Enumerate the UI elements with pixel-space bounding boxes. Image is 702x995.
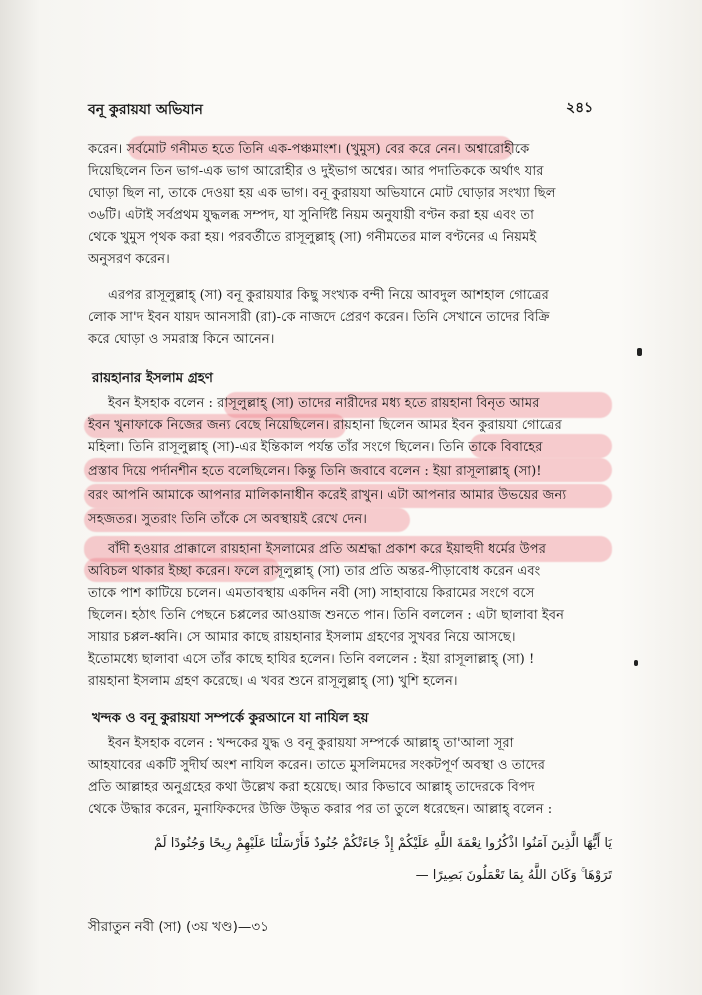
text-line: ঘোড়া ছিল না, তাকে দেওয়া হয় এক ভাগ। বনূ কুরায়যা অভিযানে মোট ঘোড়ার সংখ্যা ছিল xyxy=(88,186,556,201)
text-line: করে ঘোড়া ও সমরাস্ত্র কিনে আনেন। xyxy=(88,332,275,347)
scan-speck xyxy=(637,348,642,356)
section-heading: খন্দক ও বনূ কুরায়যা সম্পর্কে কুরআনে যা নাযিল হয় xyxy=(92,711,369,726)
text-line: ইবন ইসহাক বলেন : রাসূলুল্লাহ্ (সা) তাদের নারীদের মধ্য হতে রায়হানা বিনৃত আমর xyxy=(108,396,540,411)
text-line: সায়ার চপ্পল-ধ্বনি। সে আমার কাছে রায়হানার ইসলাম গ্রহণের সুখবর নিয়ে আসছে। xyxy=(88,630,516,645)
section-heading: রায়হানার ইসলাম গ্রহণ xyxy=(92,371,213,386)
text-line: তাকে পাশ কাটিয়ে চলেন। এমতাবস্থায় একদিন নবী (সা) সাহাবায়ে কিরামের সংগে বসে xyxy=(88,586,535,601)
running-header-title: বনূ কুরায়যা অভিযান xyxy=(88,102,203,118)
text-line: ইবন ইসহাক বলেন : খন্দকের যুদ্ধ ও বনূ কুরায়যা সম্পর্কে আল্লাহ্ তা'আলা সূরা xyxy=(108,736,514,751)
text-line: থেকে খুমুস পৃথক করা হয়। পরবর্তীতে রাসূলুল্লাহ্ (সা) গনীমতের মাল বণ্টনের এ নিয়মই xyxy=(88,230,537,245)
scan-speck xyxy=(634,660,638,666)
arabic-line: يَا أَيُّهَا الَّذِينَ آمَنُوا اذْكُرُوا نِعْمَةَ اللَّهِ عَلَيْكُمْ إِذْ جَاءَتْكُمْ جُنُودٌ فَأَرْسَلْنَا عَلَيْهِمْ رِيحًا وَجُنُودًا لَمْ xyxy=(154,836,612,851)
text-line: এরপর রাসূলুল্লাহ্ (সা) বনূ কুরায়যার কিছু সংখ্যক বন্দী নিয়ে আবদুল আশহাল গোত্রের xyxy=(108,288,549,303)
arabic-line: تَرَوْهَا ۚ وَكَانَ اللَّهُ بِمَا تَعْمَلُونَ بَصِيرًا — xyxy=(415,868,612,883)
text-line: ছিলেন। হঠাৎ তিনি পেছনে চপ্পলের আওয়াজ শুনতে পান। তিনি বললেন : এটা ছালাবা ইবন xyxy=(88,608,564,623)
text-line: করেন। সর্বমোট গনীমত হতে তিনি এক-পঞ্চমাংশ। (খুমুস) বের করে নেন। অশ্বারোহীকে xyxy=(88,142,530,157)
text-line: ৩৬টি। এটাই সর্বপ্রথম যুদ্ধলব্ধ সম্পদ, যা সুনির্দিষ্ট নিয়ম অনুযায়ী বণ্টন করা হয় এবং তা xyxy=(88,208,534,223)
text-line: মহিলা। তিনি রাসূলুল্লাহ্ (সা)-এর ইন্তিকাল পর্যন্ত তাঁর সংগে ছিলেন। তিনি তাকে বিবাহের xyxy=(88,440,543,455)
text-line: থেকে উদ্ধার করেন, মুনাফিকদের উক্তি উদ্ধৃত করার পর তা তুলে ধরেছেন। আল্লাহ্ বলেন : xyxy=(88,802,553,817)
text-line: অবিচল থাকার ইচ্ছা করেন। ফলে রাসূলুল্লাহ্ (সা) তার প্রতি অন্তর-পীড়াবোধ করেন এবং xyxy=(88,564,541,579)
text-line: ইবন খুনাফাকে নিজের জন্য বেছে নিয়েছিলেন। রায়হানা ছিলেন আমর ইবন কুরায়যা গোত্রের xyxy=(88,418,562,433)
text-line: বরং আপনি আমাকে আপনার মালিকানাধীন করেই রাখুন। এটা আপনার আমার উভয়ের জন্য xyxy=(88,488,567,503)
text-line: আহযাবের একটি সুদীর্ঘ অংশ নাযিল করেন। তাতে মুসলিমদের সংকটপূর্ণ অবস্থা ও তাদের xyxy=(88,758,545,773)
text-line: প্রতি আল্লাহর অনুগ্রহের কথা উল্লেখ করা হয়েছে। আর কিভাবে আল্লাহ্ তাদেরকে বিপদ xyxy=(88,780,535,795)
text-line: দিয়েছিলেন তিন ভাগ-এক ভাগ আরোহীর ও দুইভাগ অশ্বের। আর পদাতিককে অর্থাৎ যার xyxy=(88,164,544,179)
page-number: ২৪১ xyxy=(566,100,594,116)
text-line: রায়হানা ইসলাম গ্রহণ করেছে। এ খবর শুনে রাসূলুল্লাহ্ (সা) খুশি হলেন। xyxy=(88,674,458,689)
text-line: বাঁদী হওয়ার প্রাক্কালে রায়হানা ইসলামের প্রতি অশ্রদ্ধা প্রকাশ করে ইয়াহুদী ধর্মের উপর xyxy=(108,542,546,557)
text-line: ইতোমধ্যে ছালাবা এসে তাঁর কাছে হাযির হলেন। তিনি বললেন : ইয়া রাসূলাল্লাহ্ (সা) ! xyxy=(88,652,535,667)
text-line: সহজতর। সুতরাং তিনি তাঁকে সে অবস্থায়ই রেখে দেন। xyxy=(88,512,367,527)
text-line: অনুসরণ করেন। xyxy=(88,252,170,267)
text-line: প্রস্তাব দিয়ে পর্দানশীন হতে বলেছিলেন। কিন্তু তিনি জবাবে বলেন : ইয়া রাসূলাল্লাহ্ (সা)! xyxy=(88,464,542,479)
footer-volume-info: সীরাতুন নবী (সা) (৩য় খণ্ড)—৩১ xyxy=(88,919,269,935)
text-line: লোক সা'দ ইবন যায়দ আনসারী (রা)-কে নাজদে প্রেরণ করেন। তিনি সেখানে তাদের বিক্রি xyxy=(88,310,550,325)
